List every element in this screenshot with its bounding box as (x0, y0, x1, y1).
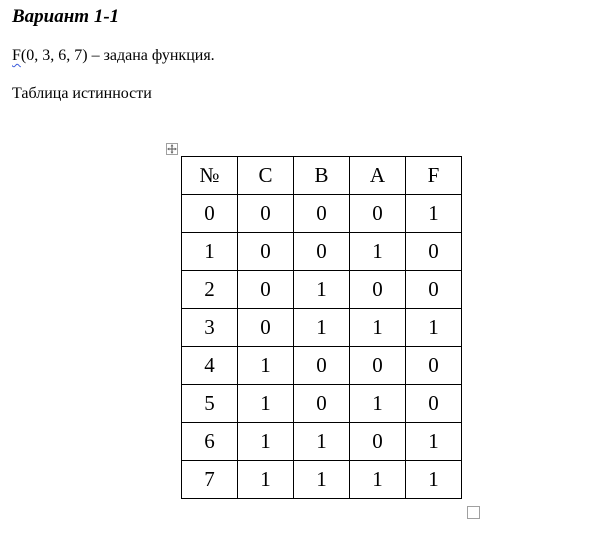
table-move-handle[interactable] (166, 143, 178, 155)
table-row (182, 461, 462, 499)
header-cell-f: F (406, 157, 462, 195)
table-cell: 1 (406, 461, 462, 499)
table-cell: 4 (182, 347, 238, 385)
move-arrows-icon (167, 144, 177, 154)
table-cell: 0 (238, 233, 294, 271)
table-cell: 0 (294, 233, 350, 271)
table-row (182, 347, 462, 385)
header-cell-c: C (238, 157, 294, 195)
table-cell: 1 (350, 309, 406, 347)
table-cell: 1 (182, 233, 238, 271)
table-cell: 0 (182, 195, 238, 233)
table-row (182, 423, 462, 461)
table-row (182, 195, 462, 233)
table-row (182, 233, 462, 271)
document-heading: Вариант 1-1 (12, 6, 120, 27)
table-cell: 1 (294, 423, 350, 461)
table-cell: 1 (350, 385, 406, 423)
function-args: (0, 3, 6, 7) – задана функция. (20, 47, 215, 64)
table-row (182, 385, 462, 423)
table-cell: 0 (406, 347, 462, 385)
table-header-row (182, 157, 462, 195)
table-cell: 1 (350, 233, 406, 271)
table-cell: 0 (238, 195, 294, 233)
table-cell: 0 (406, 271, 462, 309)
table-cell: 6 (182, 423, 238, 461)
table-cell: 1 (294, 461, 350, 499)
table-cell: 0 (406, 233, 462, 271)
function-statement (12, 45, 215, 67)
table-cell: 1 (406, 423, 462, 461)
table-cell: 1 (294, 309, 350, 347)
header-cell-number: № (182, 157, 238, 195)
table-cell: 0 (294, 195, 350, 233)
table-caption: Таблица истинности (12, 85, 152, 102)
table-cell: 7 (182, 461, 238, 499)
table-cell: 0 (294, 385, 350, 423)
table-cell: 3 (182, 309, 238, 347)
table-row (182, 309, 462, 347)
table-cell: 0 (350, 347, 406, 385)
table-cell: 1 (238, 423, 294, 461)
table-cell: 1 (238, 347, 294, 385)
table-cell: 1 (406, 309, 462, 347)
table-cell: 5 (182, 385, 238, 423)
table-cell: 1 (350, 461, 406, 499)
table-resize-handle[interactable] (467, 506, 480, 519)
table-cell: 0 (350, 271, 406, 309)
table-cell: 0 (350, 195, 406, 233)
table-cell: 0 (294, 347, 350, 385)
truth-table (181, 156, 462, 499)
table-row (182, 271, 462, 309)
table-cell: 1 (238, 461, 294, 499)
header-cell-a: A (350, 157, 406, 195)
table-cell: 1 (294, 271, 350, 309)
table-cell: 0 (238, 271, 294, 309)
table-cell: 0 (406, 385, 462, 423)
function-name: F (12, 47, 21, 64)
table-cell: 2 (182, 271, 238, 309)
header-cell-b: B (294, 157, 350, 195)
table-cell: 1 (238, 385, 294, 423)
table-cell: 0 (238, 309, 294, 347)
table-cell: 1 (406, 195, 462, 233)
table-cell: 0 (350, 423, 406, 461)
